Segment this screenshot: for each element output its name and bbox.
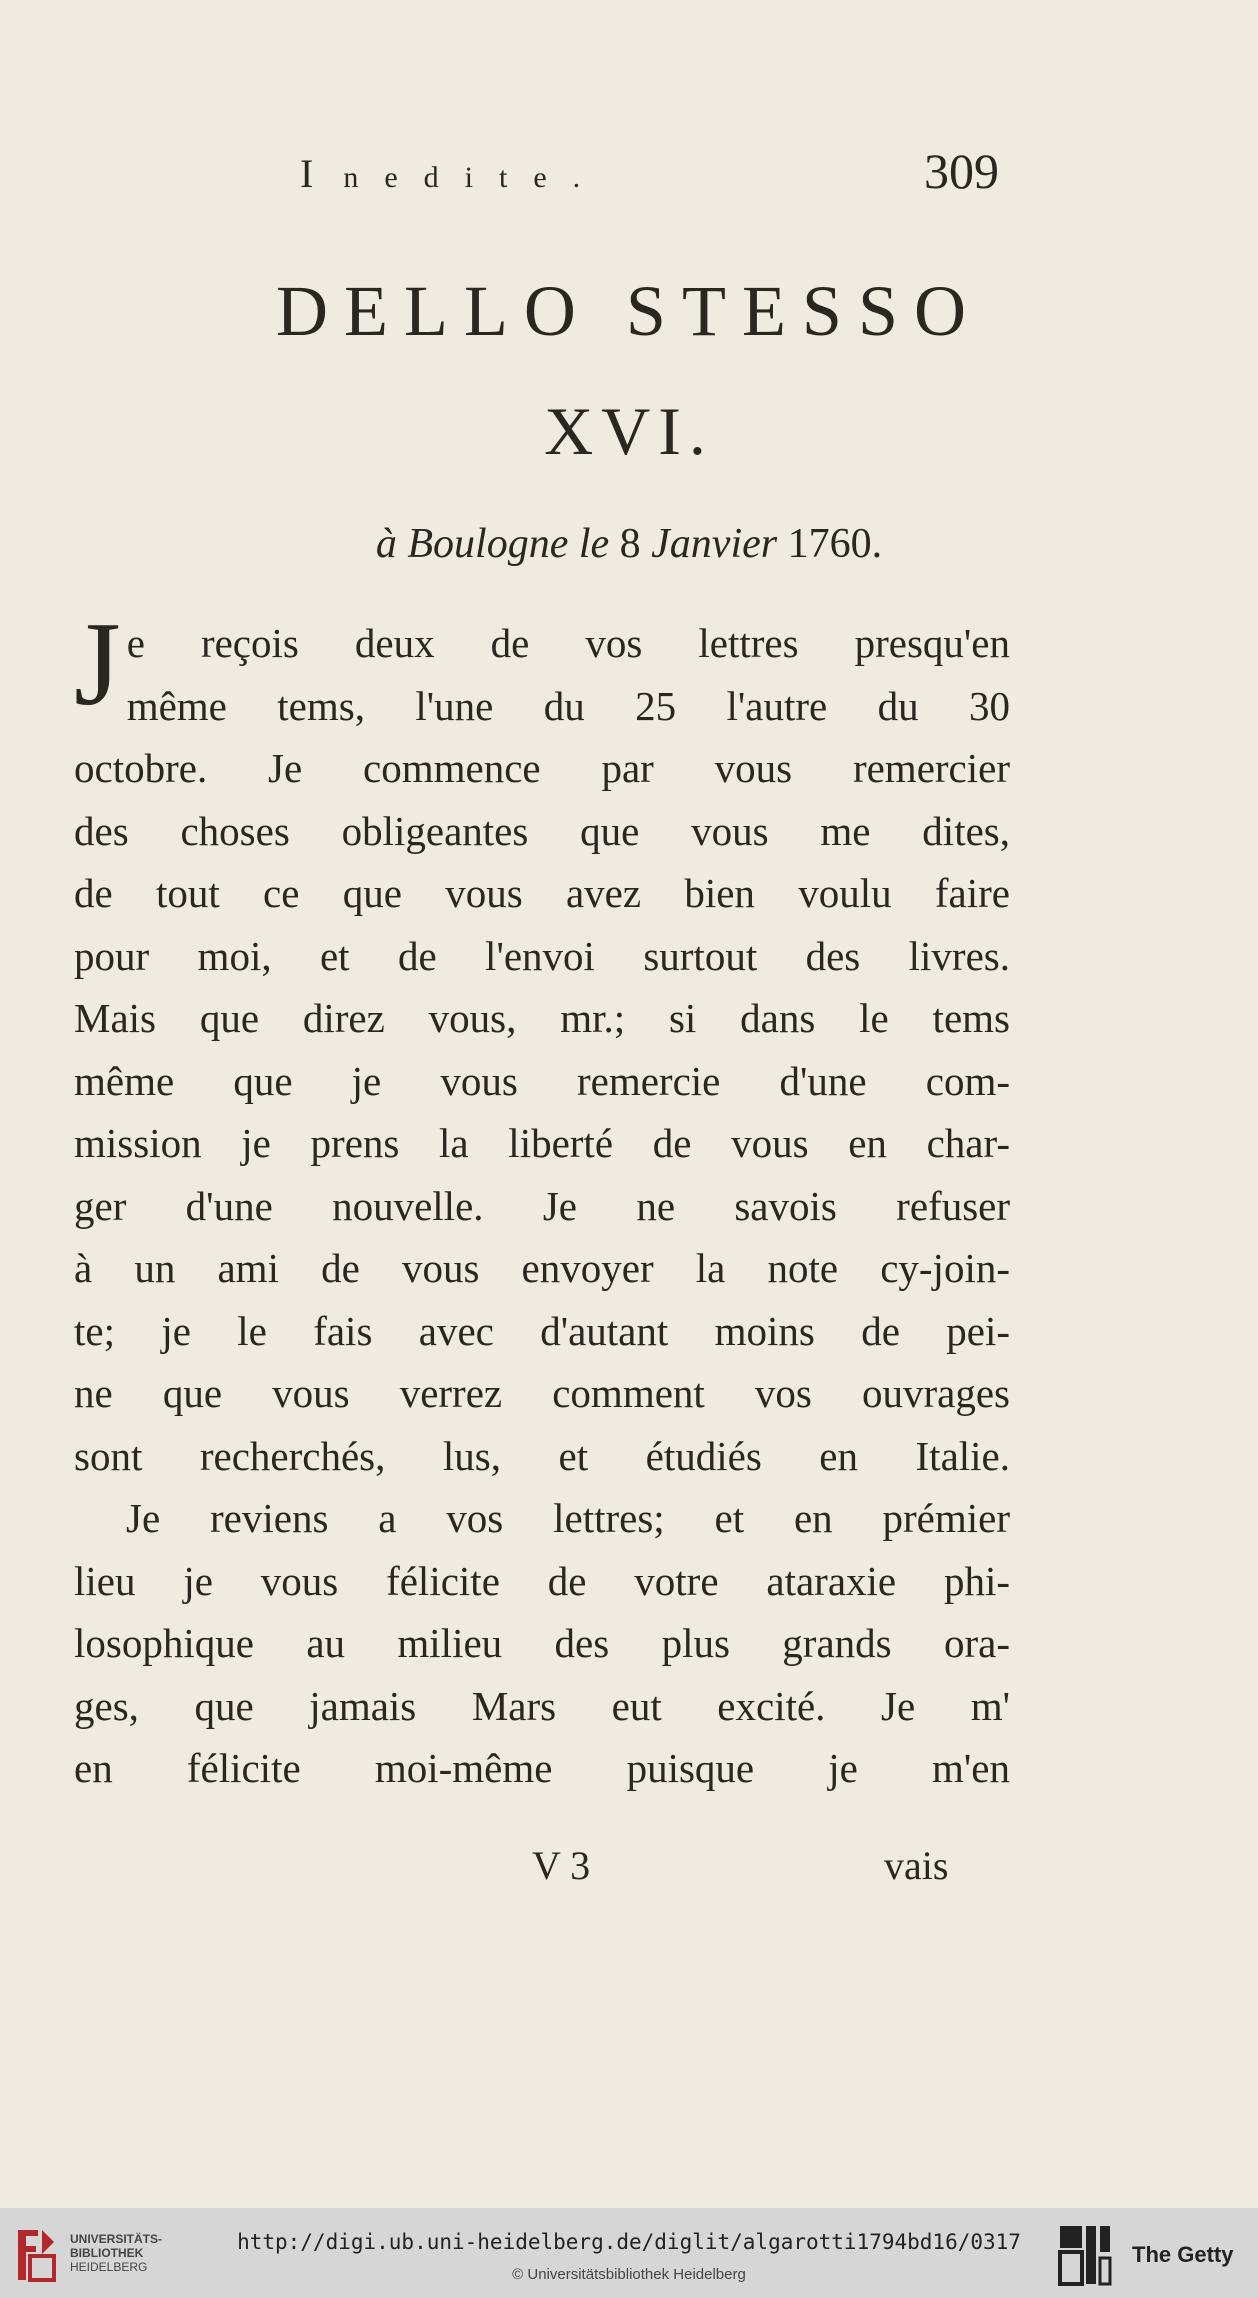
- dateline-day: 8: [619, 521, 641, 567]
- text-line: même que je vous remercie d'une com-: [74, 1057, 1010, 1104]
- text-line: losophique au milieu des plus grands ora-: [74, 1620, 1010, 1666]
- text-line: Mais que direz vous, mr.; si dans le tems: [74, 995, 1010, 1041]
- text-line: mission je prens la liberté de vous en char-: [74, 1120, 1010, 1166]
- library-name-line: HEIDELBERG: [70, 2260, 148, 2274]
- text-line: des choses obligeantes que vous me dites,: [74, 807, 1010, 854]
- text-line: pour moi, et de l'envoi surtout des livres.: [74, 932, 1010, 979]
- dateline: [0, 520, 1258, 568]
- text-line: même tems, l'une du 25 l'autre du 30: [126, 682, 1010, 729]
- text-line: Je reviens a vos lettres; et en prémier: [126, 1495, 1010, 1541]
- getty-logo-icon: [1058, 2224, 1112, 2286]
- library-name-line: UNIVERSITÄTS-: [70, 2232, 163, 2246]
- dateline-month: Janvier: [651, 521, 778, 567]
- text-line: ger d'une nouvelle. Je ne savois refuser: [74, 1182, 1010, 1229]
- text-line: lieu je vous félicite de votre ataraxie phi-: [74, 1557, 1010, 1604]
- viewer-footer: [0, 2208, 1258, 2298]
- library-name-line: BIBLIOTHEK: [70, 2246, 144, 2260]
- copyright-notice: © Universitätsbibliothek Heidelberg: [512, 2266, 746, 2283]
- signature-mark: V 3: [532, 1843, 591, 1888]
- running-head: [300, 150, 606, 197]
- text-line: sont recherchés, lus, et étudiés en Italie.: [74, 1432, 1010, 1479]
- text-line: e reçois deux de vos lettres presqu'en: [126, 620, 1010, 666]
- text-line: ne que vous verrez comment vos ouvrages: [74, 1370, 1010, 1416]
- permalink-url[interactable]: http://digi.ub.uni-heidelberg.de/diglit/algarotti1794bd16/0317: [237, 2230, 1021, 2254]
- text-line: octobre. Je commence par vous remercier: [74, 745, 1010, 791]
- catchword: vais: [884, 1843, 949, 1888]
- getty-label: The Getty: [1132, 2242, 1234, 2267]
- running-head-text: nedite.: [343, 161, 607, 194]
- text-line: de tout ce que vous avez bien voulu faire: [74, 870, 1010, 916]
- page-number: 309: [924, 143, 999, 199]
- letter-title: DELLO STESSO: [275, 271, 983, 351]
- text-line: te; je le fais avec d'autant moins de pei-: [74, 1307, 1010, 1354]
- text-line: à un ami de vous envoyer la note cy-join-: [74, 1245, 1010, 1291]
- running-head-initial: I: [300, 151, 344, 196]
- text-line: ges, que jamais Mars eut excité. Je m': [74, 1682, 1010, 1729]
- letter-number: XVI.: [544, 393, 714, 469]
- dateline-year: 1760.: [787, 521, 883, 567]
- drop-capital: J: [74, 597, 121, 730]
- letter-body: [74, 597, 1010, 1800]
- dateline-prefix: à Boulogne le: [375, 521, 610, 567]
- text-line: en félicite moi-même puisque je m'en: [74, 1745, 1010, 1791]
